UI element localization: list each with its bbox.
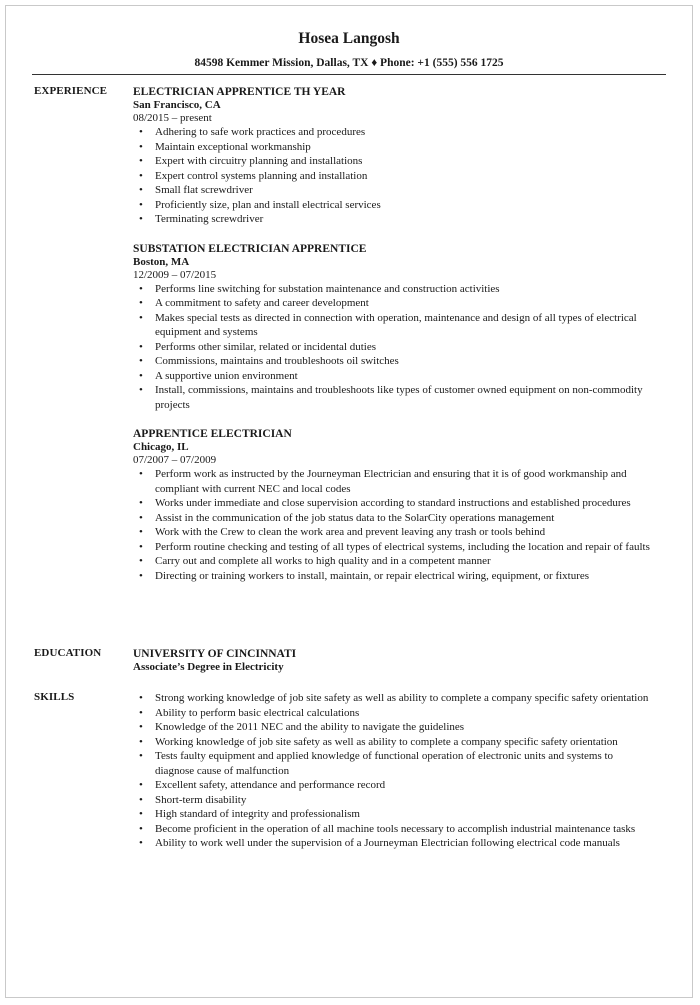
candidate-name: Hosea Langosh [298,30,400,47]
job-location: Chicago, IL [133,441,189,453]
bullet-item: • A supportive union environment [139,369,298,382]
bullet-icon: • [139,198,143,211]
bullet-icon: • [139,140,143,153]
bullet-icon: • [139,511,143,524]
contact-line: 84598 Kemmer Mission, Dallas, TX ♦ Phone: +1 (555) 556 1725 [194,57,504,69]
bullet-icon: • [139,384,143,396]
bullet-icon: • [139,779,143,791]
bullet-icon: • [139,822,143,835]
bullet-icon: • [139,808,143,820]
header-divider [32,74,666,75]
bullet-icon: • [139,311,143,324]
bullet-icon: • [139,721,143,733]
bullet-item: • Commissions, maintains and troubleshoots oil switches [139,355,399,367]
bullet-item: • A commitment to safety and career development [139,297,369,309]
job-entry-1 [133,85,652,227]
bullet-item: • Install, commissions, maintains and troubleshoots like types of customer owned equipment on non-commodity projects [139,384,643,411]
bullet-icon: • [139,355,143,367]
skills-heading: SKILLS [34,691,75,703]
bullet-item: • Terminating screwdriver [139,213,264,225]
skill-item: • High standard of integrity and professionalism [139,808,360,820]
bullet-icon: • [139,526,143,538]
bullet-item: • Directing or training workers to install, maintain, or repair electrical wiring, equipment, or fixtures [139,569,590,582]
skills-body [133,691,652,851]
experience-list [133,85,652,598]
job-title: ELECTRICIAN APPRENTICE TH YEAR [133,86,346,98]
bullet-icon: • [139,184,143,196]
degree-name: Associate’s Degree in Electricity [133,661,284,673]
bullet-icon: • [139,735,143,748]
bullet-icon: • [139,340,143,353]
bullet-icon: • [139,369,143,382]
bullet-icon: • [139,468,143,480]
bullet-item: • Proficiently size, plan and install electrical services [139,198,381,211]
bullet-icon: • [139,169,143,182]
job-title: SUBSTATION ELECTRICIAN APPRENTICE [133,242,367,255]
skill-item: • Knowledge of the 2011 NEC and the ability to navigate the guidelines [139,721,465,733]
bullet-item: • Work with the Crew to clean the work area and prevent leaving any trash or tools behind [139,526,546,538]
skill-item: • Excellent safety, attendance and performance record [139,779,386,791]
bullet-icon: • [139,793,143,806]
experience-heading: EXPERIENCE [34,85,108,97]
bullet-icon: • [139,282,143,295]
bullet-item: • Adhering to safe work practices and procedures [139,126,366,138]
bullet-icon: • [139,837,143,849]
bullet-item: • Performs other similar, related or incidental duties [139,340,377,353]
bullet-icon: • [139,213,143,225]
job-bullets [133,467,652,583]
bullet-item: • Maintain exceptional workmanship [139,140,311,153]
bullet-icon: • [139,126,143,138]
bullet-item: • Carry out and complete all works to high quality and in a competent manner [139,555,491,567]
job-title: APPRENTICE ELECTRICIAN [133,428,292,440]
job-location: San Francisco, CA [133,99,221,111]
job-bullets [133,125,652,227]
skill-item: • Working knowledge of job site safety as well as ability to complete a company specific safety orientation [139,735,618,748]
education-body [133,647,652,674]
bullet-item: • Expert with circuitry planning and installations [139,155,363,167]
job-bullets [133,282,652,413]
skill-item: • Become proficient in the operation of all machine tools necessary to accomplish industrial maintenance tasks [139,822,636,835]
bullet-icon: • [139,555,143,567]
bullet-icon: • [139,155,143,167]
job-entry-2 [133,242,652,413]
bullet-item: • Expert control systems planning and installation [139,169,368,182]
bullet-item: • Perform routine checking and testing of all types of electrical systems, including the location and repair of faults [139,540,650,553]
job-entry-3 [133,427,652,583]
job-location: Boston, MA [133,255,190,268]
skill-item: • Tests faulty equipment and applied knowledge of functional operation of electronic units and systems to diagnose cause of malfunction [139,750,614,777]
job-dates: 08/2015 – present [133,112,212,124]
bullet-icon: • [139,706,143,719]
bullet-icon: • [139,569,143,582]
bullet-icon: • [139,692,143,704]
skill-item: • Strong working knowledge of job site safety as well as ability to complete a company specific safety orientation [139,692,649,704]
bullet-icon: • [139,750,143,762]
job-dates: 07/2007 – 07/2009 [133,454,217,466]
bullet-item: • Works under immediate and close supervision according to standard instructions and established procedures [139,497,631,509]
resume-page [5,5,693,998]
bullet-item: • Makes special tests as directed in connection with operation, maintenance and design of all types of electrical equipment and systems [139,311,637,338]
bullet-item: • Performs line switching for substation maintenance and construction activities [139,282,500,295]
bullet-item: • Assist in the communication of the job status data to the SolarCity operations management [139,511,555,524]
bullet-item: • Perform work as instructed by the Journeyman Electrician and ensuring that it is of good workmanship and compliant with current NEC and local codes [139,468,627,495]
skill-item: • Ability to work well under the supervision of a Journeyman Electrician following electrical code manuals [139,837,620,849]
bullet-icon: • [139,297,143,309]
school-name: UNIVERSITY OF CINCINNATI [133,648,297,660]
skill-item: • Ability to perform basic electrical calculations [139,706,360,719]
bullet-item: • Small flat screwdriver [139,184,253,196]
skill-item: • Short-term disability [139,793,247,806]
skills-bullets [133,691,652,851]
education-heading: EDUCATION [34,647,102,659]
job-dates: 12/2009 – 07/2015 [133,268,217,281]
bullet-icon: • [139,540,143,553]
bullet-icon: • [139,497,143,509]
